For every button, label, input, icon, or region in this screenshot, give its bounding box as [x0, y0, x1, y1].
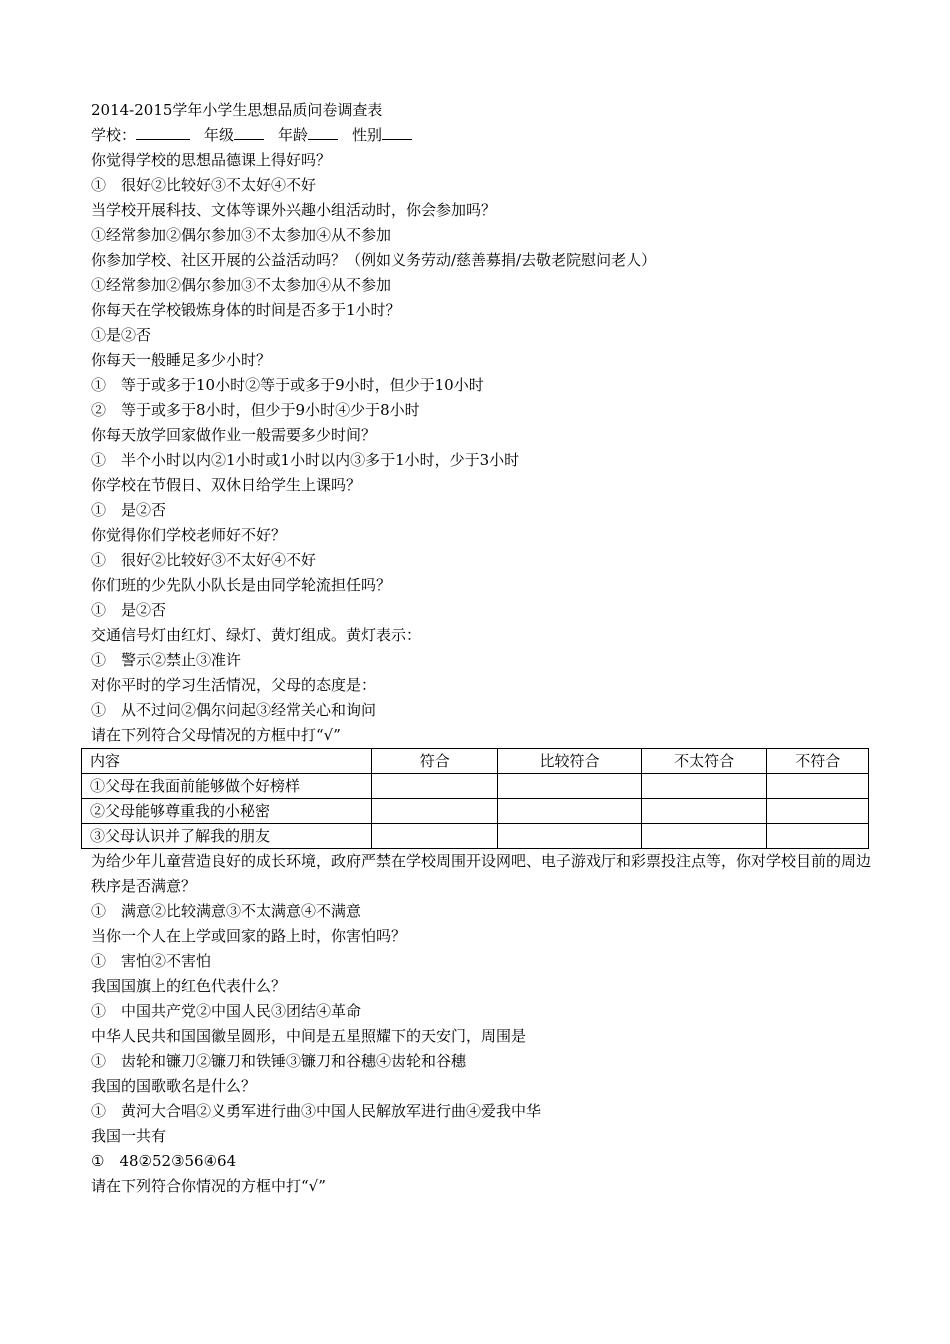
info-line — [91, 123, 871, 148]
header-mostly-disagree: 不太符合 — [641, 749, 767, 774]
question-text: 对你平时的学习生活情况，父母的态度是： — [91, 676, 377, 694]
answer-options: ① 是②否 — [91, 601, 167, 619]
table-row — [82, 774, 869, 799]
answer-options: ① 是②否 — [91, 501, 167, 519]
table-row — [82, 799, 869, 824]
question-text: 你每天在学校锻炼身体的时间是否多于1小时？ — [91, 301, 401, 319]
checkbox-cell[interactable] — [767, 824, 869, 849]
checkbox-cell[interactable] — [641, 799, 767, 824]
answer-options: ①经常参加②偶尔参加③不太参加④从不参加 — [91, 226, 392, 244]
answer-options: ① 很好②比较好③不太好④不好 — [91, 551, 317, 569]
answer-options: ② 等于或多于8小时，但少于9小时④少于8小时 — [91, 401, 420, 419]
answer-options: ①经常参加②偶尔参加③不太参加④从不参加 — [91, 276, 392, 294]
parent-survey-table — [81, 748, 869, 849]
question-text: 中华人民共和国国徽呈圆形，中间是五星照耀下的天安门，周围是 — [91, 1027, 527, 1045]
answer-options: ① 很好②比较好③不太好④不好 — [91, 176, 317, 194]
row-label: ②父母能够尊重我的小秘密 — [82, 799, 372, 824]
checkbox-cell[interactable] — [641, 824, 767, 849]
question-text: 你每天放学回家做作业一般需要多少时间？ — [91, 426, 377, 444]
question-text: 你觉得学校的思想品德课上得好吗？ — [91, 151, 332, 169]
header-agree: 符合 — [372, 749, 498, 774]
checkbox-cell[interactable] — [641, 774, 767, 799]
checkbox-cell[interactable] — [372, 799, 498, 824]
question-text: 当你一个人在上学或回家的路上时，你害怕吗？ — [91, 927, 407, 945]
question-text: 当学校开展科技、文体等课外兴趣小组活动时，你会参加吗？ — [91, 201, 497, 219]
school-blank[interactable] — [136, 123, 190, 140]
gender-blank[interactable] — [382, 123, 412, 140]
question-text: 你每天一般睡足多少小时？ — [91, 351, 272, 369]
question-text: 交通信号灯由红灯、绿灯、黄灯组成。黄灯表示： — [91, 626, 422, 644]
document-title: 2014-2015学年小学生思想品质问卷调查表 — [91, 101, 383, 119]
header-content: 内容 — [82, 749, 372, 774]
grade-label: 年级 — [204, 126, 235, 144]
answer-options: ① 半个小时以内②1小时或1小时以内③多于1小时，少于3小时 — [91, 451, 520, 469]
checkbox-cell[interactable] — [498, 799, 642, 824]
answer-options: ① 黄河大合唱②义勇军进行曲③中国人民解放军进行曲④爱我中华 — [91, 1102, 542, 1120]
checkbox-cell[interactable] — [498, 774, 642, 799]
checkbox-cell[interactable] — [372, 824, 498, 849]
school-label: 学校： — [91, 126, 137, 144]
checkbox-cell[interactable] — [498, 824, 642, 849]
checkbox-cell[interactable] — [372, 774, 498, 799]
answer-options: ① 等于或多于10小时②等于或多于9小时，但少于10小时 — [91, 376, 484, 394]
header-mostly-agree: 比较符合 — [498, 749, 642, 774]
answer-options: ① 满意②比较满意③不太满意④不满意 — [91, 902, 362, 920]
checkbox-cell[interactable] — [767, 799, 869, 824]
table-row — [82, 824, 869, 849]
question-text: 你学校在节假日、双休日给学生上课吗？ — [91, 476, 362, 494]
age-label: 年龄 — [278, 126, 309, 144]
document-page — [91, 98, 871, 1199]
answer-options: ① 48②52③56④64 — [91, 1152, 237, 1170]
grade-blank[interactable] — [234, 123, 264, 140]
answer-options: ① 中国共产党②中国人民③团结④革命 — [91, 1002, 362, 1020]
answer-options: ① 警示②禁止③准许 — [91, 651, 242, 669]
question-text: 我国国旗上的红色代表什么？ — [91, 977, 287, 995]
answer-options: ① 齿轮和镰刀②镰刀和铁锤③镰刀和谷穗④齿轮和谷穗 — [91, 1052, 467, 1070]
table-prompt: 请在下列符合父母情况的方框中打“√” — [91, 726, 341, 744]
question-text: 你参加学校、社区开展的公益活动吗？（例如义务劳动/慈善募捐/去敬老院慰问老人） — [91, 251, 657, 269]
question-text: 为给少年儿童营造良好的成长环境，政府严禁在学校周围开设网吧、电子游戏厅和彩票投注点等，你对学校目前的周边秩序是否满意？ — [91, 852, 872, 895]
question-text: 你们班的少先队小队长是由同学轮流担任吗？ — [91, 576, 392, 594]
answer-options: ①是②否 — [91, 326, 152, 344]
final-prompt: 请在下列符合你情况的方框中打“√” — [91, 1177, 326, 1195]
row-label: ①父母在我面前能够做个好榜样 — [82, 774, 372, 799]
row-label: ③父母认识并了解我的朋友 — [82, 824, 372, 849]
checkbox-cell[interactable] — [767, 774, 869, 799]
answer-options: ① 从不过问②偶尔问起③经常关心和询问 — [91, 701, 377, 719]
question-text: 你觉得你们学校老师好不好？ — [91, 526, 287, 544]
question-text: 我国一共有 — [91, 1127, 167, 1145]
table-header-row — [82, 749, 869, 774]
gender-label: 性别 — [352, 126, 383, 144]
age-blank[interactable] — [308, 123, 338, 140]
question-text: 我国的国歌歌名是什么？ — [91, 1077, 257, 1095]
header-disagree: 不符合 — [767, 749, 869, 774]
answer-options: ① 害怕②不害怕 — [91, 952, 212, 970]
